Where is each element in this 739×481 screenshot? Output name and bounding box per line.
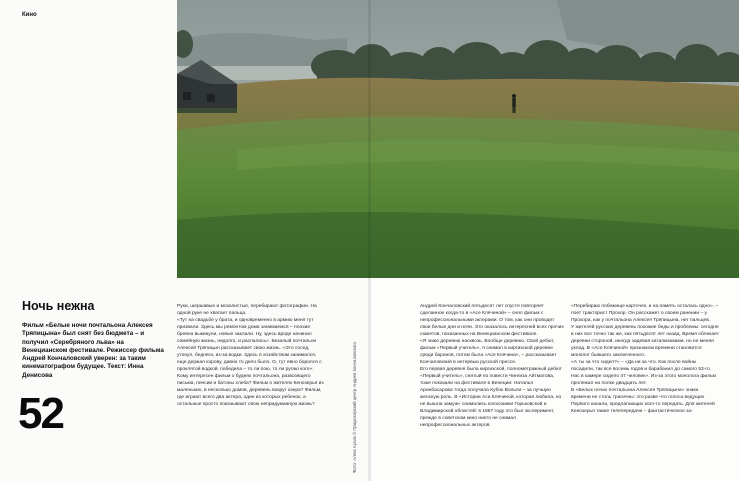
section-label: Кино (22, 12, 37, 18)
paragraph: «Я знаю деревню насквозь. Вообще деревню. Свой дебют, фильм «Первый учитель», я снимал в киргизской деревне среди баранов, потом была «Ася Клячина», – рассказывает Кончаловский в интервью русской прессе. (420, 339, 557, 365)
photo-credit: Фото: Алекс Кусов © Продюсерский центр Андрея Кончаловского (352, 342, 357, 473)
paragraph: У жителей русских деревень похожие беды и проблемы: сегодня в них все точно так же, как пятьдесят лет назад. Время облекает деревни стороной, иногда задевая каталкизмами, но не меняя уклад. В «Асе Клячиной» признаком времени становится монолог бывшего заключенного. (571, 325, 719, 358)
article-lede: Фильм «Белые ночи почтальона Алексея Тряпицына» был снят без бюджета – и получил «Серебряного льва» на Венецианском фестивале. Режиссер фильма Андрей Кончаловский уверен: за таким кинематографом будущее. Текст: Инна Денисова (22, 322, 164, 379)
paragraph: «А ты за что сидел?» – «Да ни за что. Как после войны посадили, так все восемь годов и барабанил до самого 53-го. Нас в камере сидело 47 человек». Из-за этого монолога фильм пролежал на полке двадцать лет. (571, 360, 716, 386)
paragraph: Руки, шершавые и мозолистые, перебирают фотографии. На одной руке не хватает пальца. (177, 304, 317, 316)
landscape-photo (177, 0, 739, 278)
paragraph: «Тут на свадьбе у брата, и одновременно в армию меня тут призвали. Здесь мы ремонтом дома занимаемся – плохие бревна выкинули, новые заклали. Ну, здесь вроде начинал семейную жизнь, недолго, и распалась». Безалый почтальон Алексей Тряпицын рассказывает свою жизнь. «Это сосед, утонул, бедняга, из-за водки. Здесь я хозяйством занимался, еще держал корову, давно то дело было. О, тут явно боролся с проклятой водкой, победила – то ли пою, то ли ругаю кого». (177, 318, 322, 372)
article-title: Ночь нежна (22, 299, 95, 313)
paragraph: Кому интересен фильм о буднях почтальона, развозящего письма, пенсии и батоны хлеба? Фильм о жителях Кенозерья из маленьких, в несколько домов, деревень вокруг озера? Фильм, где играют всего два актера, один из которых ребенок, а остальные просто показывают свою непридуманную жизнь? (177, 374, 324, 407)
photo-scene (177, 0, 739, 278)
paragraph: Его первая деревня была киргизской, полнометражный дебют «Первый учитель», снятый по повести Чингиза Айтматова, тоже показали на фестивале в Венеции: Наталья Аринбасарова тогда получила Кубок Вольпи – за лучшую женскую роль. В «Истории Аси Клячиной, которая любила, но не вышла замуж» снимались колхозники Горьковской и Владимирской областей: в 1967 году это был эксперимент, прежде в советском кино никто не снимал непрофессиональных актеров. (420, 367, 562, 428)
text-column-3 (571, 303, 719, 415)
paragraph: Андрей Кончаловский пятьдесят лет спустя повторяет сделанное когда-то в «Асе Клячиной» – снял фильм с непрофессиональными актерами. О том, как они проводят свои белые дни и ночи. Это оказалось интересней всех прочих сюжетов, показанных на Венецианском фестивале. (420, 304, 564, 337)
text-column-1 (177, 303, 325, 408)
paragraph: «Перебираю побежище карточек, и на память осталась одно», – поет тракторист Прохор. Он расскажет о своем ранении – у Прохора, как у почтальона Алексея Тряпицына, нет пальцев. (571, 304, 719, 323)
page-number: 52 (18, 389, 63, 438)
text-column-2 (420, 303, 565, 429)
page-gutter (368, 0, 371, 481)
paragraph: В «Белых ночах почтальона Алексея Тряпицына» знаки времени не столь трагичны: это разве что голоса ведущих Первого канала, предлагающих кого-то передать. Для жителей Кенозерья также телепередачи – фантастическое за- (571, 388, 715, 414)
